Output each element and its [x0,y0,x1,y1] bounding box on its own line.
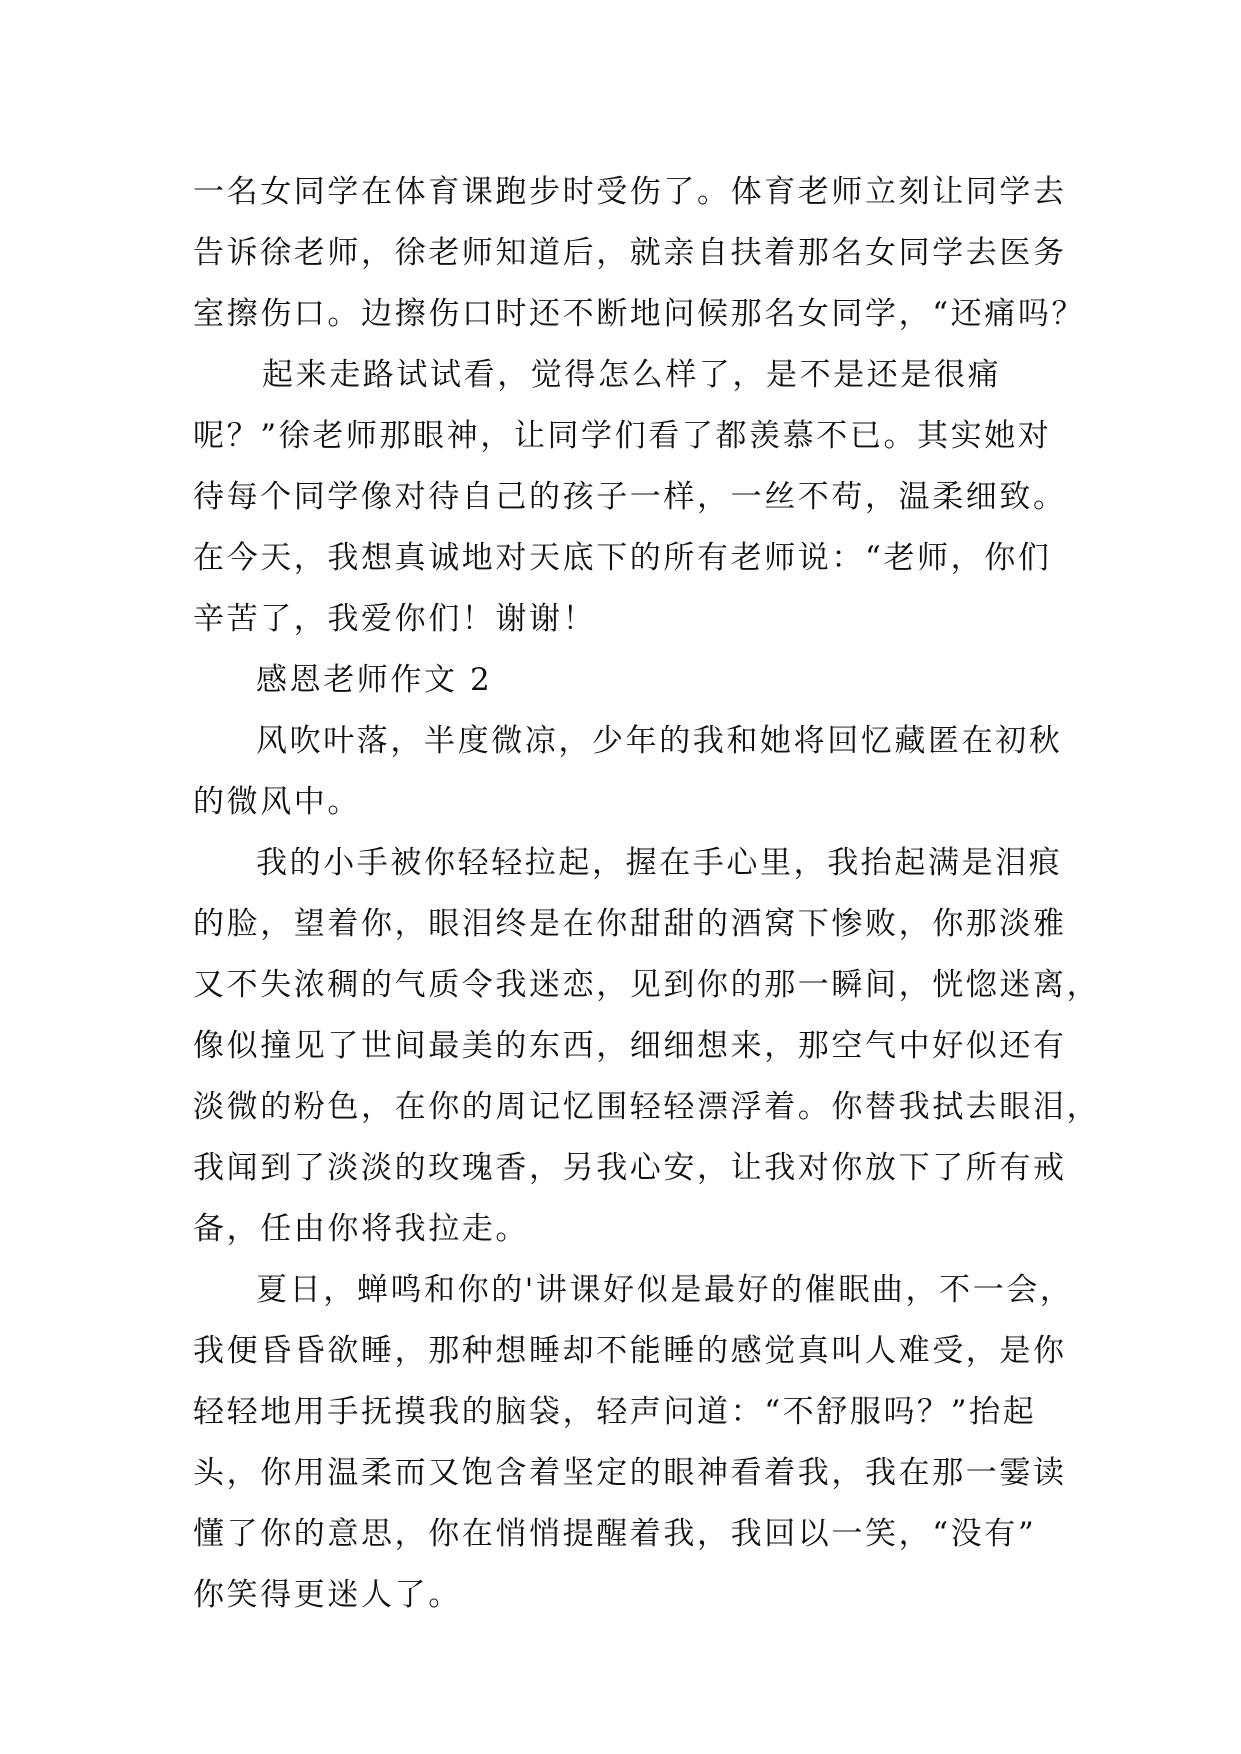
text-line: 头，你用温柔而又饱含着坚定的眼神看着我，我在那一霎读 [193,1455,1067,1491]
essay-body [193,162,1101,1626]
text-line: 我的小手被你轻轻拉起，握在手心里，我抬起满是泪痕 [256,845,1063,881]
text-line: 夏日，蝉鸣和你的'讲课好似是最好的催眠曲，不一会， [256,1272,1074,1308]
text-line: 辛苦了，我爱你们！谢谢！ [193,601,597,637]
text-line: 室擦伤口。边擦伤口时还不断地问候那名女同学，“还痛吗？ [193,296,1086,332]
text-line: 我闻到了淡淡的玫瑰香，另我心安，让我对你放下了所有戒 [193,1150,1067,1186]
text-line: 告诉徐老师，徐老师知道后，就亲自扶着那名女同学去医务 [193,235,1067,271]
text-line: 我便昏昏欲睡，那种想睡却不能睡的感觉真叫人难受，是你 [193,1333,1067,1369]
text-line: 起来走路试试看，觉得怎么样了，是不是还是很痛 [262,357,1002,393]
text-line: 在今天，我想真诚地对天底下的所有老师说：“老师，你们 [193,540,1052,576]
text-line: 待每个同学像对待自己的孩子一样，一丝不苟，温柔细致。 [193,479,1067,515]
text-line: 一名女同学在体育课跑步时受伤了。体育老师立刻让同学去 [193,174,1067,210]
text-line: 淡微的粉色，在你的周记忆围轻轻漂浮着。你替我拭去眼泪， [193,1089,1101,1125]
text-line: 的脸，望着你，眼泪终是在你甜甜的酒窝下惨败，你那淡雅 [193,906,1067,942]
section-heading: 感恩老师作文 2 [256,662,493,698]
text-line: 呢？”徐老师那眼神，让同学们看了都羡慕不已。其实她对 [193,418,1052,454]
text-line: 备，任由你将我拉走。 [193,1211,529,1247]
text-line: 的微风中。 [193,784,361,820]
text-line: 你笑得更迷人了。 [193,1577,462,1613]
text-line: 像似撞见了世间最美的东西，细细想来，那空气中好似还有 [193,1028,1067,1064]
text-line: 风吹叶落，半度微凉，少年的我和她将回忆藏匿在初秋 [256,723,1063,759]
text-line: 懂了你的意思，你在悄悄提醒着我，我回以一笑，“没有” [193,1516,1037,1552]
text-line: 又不失浓稠的气质令我迷恋，见到你的那一瞬间，恍惚迷离， [193,967,1101,1003]
text-line: 轻轻地用手抚摸我的脑袋，轻声问道：“不舒服吗？”抬起 [193,1394,1037,1430]
